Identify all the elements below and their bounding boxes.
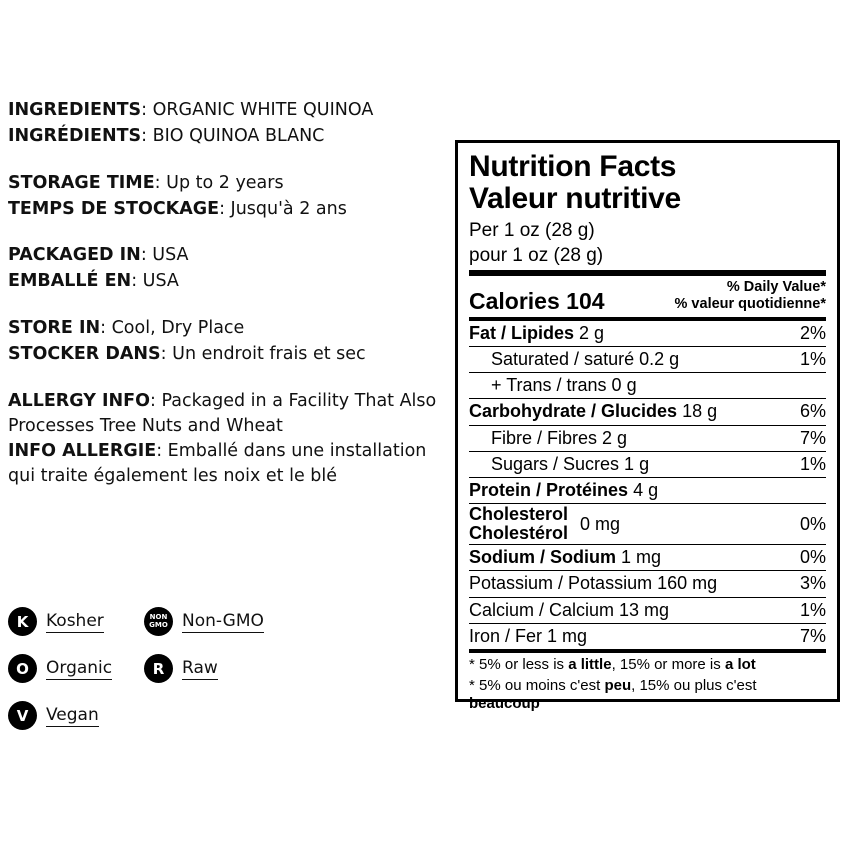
nutrient-row-carbohydrate [469, 399, 826, 424]
footnote-text: , 15% or more is [611, 656, 725, 674]
badge-kosher [8, 607, 126, 636]
info-line [8, 197, 453, 222]
vegan-icon: V [8, 701, 37, 730]
info-block-packaged-in [8, 243, 453, 294]
info-value: : Packaged in a Facility That Also Processes Tree Nuts and Wheat [8, 390, 437, 436]
info-block-storage-time [8, 171, 453, 222]
nutrient-name: Saturated / saturé 0.2 g [491, 348, 680, 369]
footnote-text: , 15% ou plus c'est [631, 677, 757, 695]
nutrition-title-fr: Valeur nutritive [469, 182, 681, 216]
nutrient-row-cholesterol [469, 504, 826, 544]
non-gmo-icon: NON GMO [144, 607, 173, 636]
nutrient-name [469, 480, 666, 501]
info-label: EMBALLÉ EN [8, 271, 132, 292]
nutrient-pct: 1% [799, 453, 826, 474]
badge-label: Vegan [46, 704, 99, 725]
nutrition-title-en: Nutrition Facts [469, 150, 677, 183]
calories-row [469, 276, 826, 316]
info-label: STORAGE TIME [8, 172, 155, 193]
footnote-bold: peu [604, 677, 632, 695]
nutrient-row-trans [469, 373, 826, 398]
info-line [8, 389, 453, 439]
serving-size-fr: pour 1 oz (28 g) [469, 245, 604, 267]
info-value: : USA [131, 271, 179, 292]
serving-size-en: Per 1 oz (28 g) [469, 219, 595, 241]
info-label: INGRÉDIENTS [8, 125, 142, 146]
nutrient-row-potassium [469, 571, 826, 596]
nutrient-name: Iron / Fer 1 mg [469, 625, 588, 646]
info-block-store-in [8, 316, 453, 367]
nutrient-label: Sodium / Sodium [469, 547, 616, 568]
nutrient-row-fibre [469, 426, 826, 451]
info-label: INFO ALLERGIE [8, 441, 157, 462]
footnote-bold: a lot [724, 656, 756, 674]
info-label: STOCKER DANS [8, 343, 161, 364]
info-line [8, 171, 453, 196]
nutrient-amount: 4 g [633, 480, 659, 501]
footnote-fr [469, 674, 826, 713]
badge-row [8, 701, 448, 730]
footnote-bold: a little [568, 656, 612, 674]
badge-vegan [8, 701, 126, 730]
info-block-ingredients [8, 98, 453, 149]
daily-value-header [675, 279, 826, 314]
nutrient-row-iron [469, 624, 826, 649]
nutrient-name [469, 323, 612, 344]
info-label: INGREDIENTS [8, 100, 142, 120]
info-line [8, 342, 453, 367]
daily-value-fr: % valeur quotidienne* [674, 295, 826, 312]
nutrient-name: + Trans / trans 0 g [491, 375, 637, 396]
calories-label: Calories 104 [469, 287, 605, 314]
nutrient-row-calcium [469, 598, 826, 623]
nutrient-name: Calcium / Calcium 13 mg [469, 599, 670, 620]
info-line [8, 316, 453, 341]
nutrient-label: Carbohydrate / Glucides [469, 401, 678, 422]
nutrient-amount: 0 mg [580, 513, 621, 534]
nutrient-pct: 7% [799, 427, 826, 448]
info-value: : ORGANIC WHITE QUINOA [141, 100, 374, 120]
nutrient-pct: 0% [799, 547, 826, 568]
product-info-panel [8, 98, 453, 503]
nutrient-label: Protein / Protéines [469, 480, 629, 501]
nutrient-name: Cholesterol Cholestérol [469, 504, 569, 544]
badge-row [8, 654, 448, 683]
info-label: TEMPS DE STOCKAGE [8, 198, 220, 219]
footnote-text: * 5% or less is [469, 656, 569, 674]
nutrient-pct: 1% [799, 599, 826, 620]
nutrient-row-saturated [469, 347, 826, 372]
badge-label: Raw [182, 657, 218, 678]
nutrient-name: Sugars / Sucres 1 g [491, 453, 650, 474]
info-line [8, 98, 453, 123]
nutrient-pct: 2% [799, 322, 826, 343]
nutrient-name [469, 401, 725, 422]
info-line [8, 243, 453, 268]
badge-organic [8, 654, 126, 683]
info-value: : Cool, Dry Place [100, 318, 245, 339]
nutrient-name [469, 547, 669, 568]
nutrient-name: Potassium / Potassium 160 mg [469, 573, 718, 594]
info-label: ALLERGY INFO [8, 390, 151, 411]
info-value: : Up to 2 years [154, 172, 284, 193]
nutrition-facts-panel [455, 140, 840, 713]
badge-row [8, 607, 448, 636]
badge-label: Kosher [46, 610, 104, 631]
nutrient-amount: 1 mg [621, 547, 662, 568]
daily-value-en: % Daily Value* [726, 279, 826, 296]
nutrient-pct: 7% [799, 625, 826, 646]
nutrient-pct: 0% [799, 513, 826, 534]
organic-icon: O [8, 654, 37, 683]
nutrient-pct: 3% [799, 573, 826, 594]
badge-non-gmo [144, 607, 264, 636]
info-value: : Emballé dans une installation qui traite également les noix et le blé [8, 441, 427, 487]
nutrient-row-sugars [469, 452, 826, 477]
nutrient-pct: 1% [799, 348, 826, 369]
info-value: : Un endroit frais et sec [160, 343, 366, 364]
info-value: : USA [140, 245, 189, 266]
nutrient-label: Fat / Lipides [469, 322, 575, 343]
nutrient-row-sodium [469, 545, 826, 570]
badge-raw [144, 654, 218, 683]
footnote-bold: beaucoup [469, 695, 540, 713]
info-label: PACKAGED IN [8, 245, 141, 266]
info-value: : Jusqu'à 2 ans [219, 198, 347, 219]
certification-badges [8, 607, 448, 748]
info-line [8, 269, 453, 294]
nutrient-amount: 2 g [579, 322, 605, 343]
info-line [8, 124, 453, 149]
info-value: : BIO QUINOA BLANC [141, 125, 325, 146]
footnote-en [469, 653, 826, 674]
nutrient-pct: 6% [799, 401, 826, 422]
nutrient-row-protein [469, 478, 826, 503]
badge-label: Non-GMO [182, 610, 264, 631]
info-label: STORE IN [8, 318, 101, 339]
info-line [8, 439, 453, 489]
nutrient-name: Fibre / Fibres 2 g [491, 427, 628, 448]
badge-label: Organic [46, 657, 113, 678]
nutrient-row-fat [469, 321, 826, 346]
raw-icon: R [144, 654, 173, 683]
kosher-icon: K [8, 607, 37, 636]
info-block-allergy-info [8, 389, 453, 489]
footnote-text: * 5% ou moins c'est [469, 677, 605, 695]
nutrient-amount: 18 g [682, 401, 718, 422]
